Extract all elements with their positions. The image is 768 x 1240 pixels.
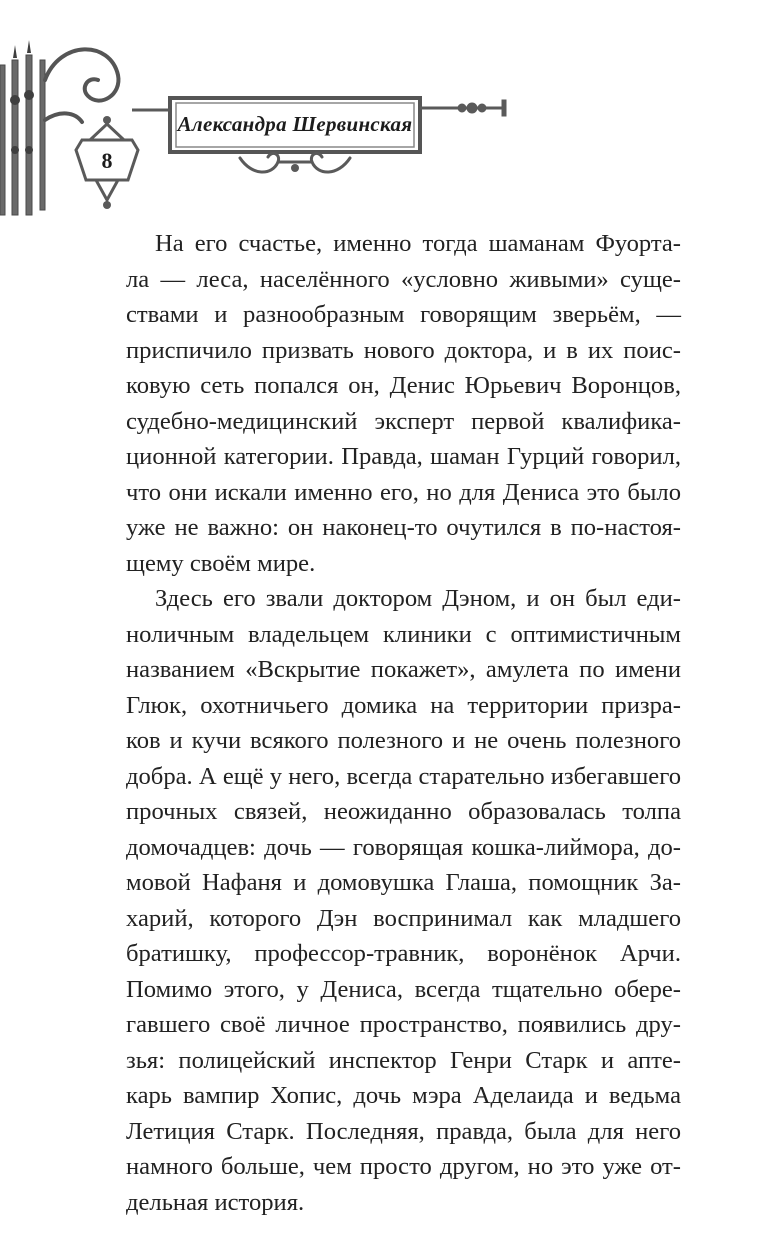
- text-line: щему своём мире.: [126, 549, 316, 577]
- text-line: братишку, профессор-травник, воронёнок Арчи.: [126, 940, 681, 967]
- left-bars-ornament: [0, 55, 45, 215]
- text-line: харий, которого Дэн воспринимал как младшего: [126, 904, 681, 932]
- text-line: домочадцев: дочь — говорящая кошка-лиймора, до-: [126, 833, 681, 861]
- text-line: ционной категории. Правда, шаман Гурций говорил,: [126, 443, 681, 470]
- text-line: дельная история.: [126, 1188, 305, 1216]
- page-number: 8: [101, 148, 113, 173]
- text-line: Глюк, охотничьего домика на территории призра-: [126, 691, 681, 719]
- scroll-ornament: [45, 49, 118, 122]
- text-line: намного больше, чем просто другом, но это уже от-: [126, 1153, 681, 1180]
- text-line: ствами и разнообразным говорящим зверьём, —: [126, 301, 681, 328]
- text-line: прочных связей, неожиданно образовалась толпа: [126, 798, 681, 825]
- text-line: ноличным владельцем клиники с оптимистичным: [126, 620, 681, 648]
- text-line: Здесь его звали доктором Дэном, и он был еди-: [155, 585, 681, 612]
- text-line: мовой Нафаня и домовушка Глаша, помощник За-: [126, 869, 681, 896]
- text-line: ла — леса, населённого «условно живыми» суще-: [126, 265, 681, 293]
- swirl-ornament: [240, 153, 350, 172]
- right-arm-ornament: [420, 100, 506, 116]
- text-line: Летиция Старк. Последняя, правда, была для него: [126, 1117, 681, 1145]
- text-line: что они искали именно его, но для Дениса это было: [126, 478, 681, 506]
- text-line: судебно-медицинский эксперт первой квалифика-: [126, 407, 681, 435]
- body-text: [126, 226, 681, 1220]
- text-line: карь вампир Хопис, дочь мэра Аделаида и ведьма: [126, 1082, 681, 1109]
- paragraph-2: [126, 581, 681, 1220]
- text-line: приспичило призвать нового доктора, и в их поис-: [126, 336, 681, 364]
- text-line: ковую сеть попался он, Денис Юрьевич Воронцов,: [126, 372, 681, 399]
- text-line: гавшего своё личное пространство, появились дру-: [126, 1011, 681, 1038]
- text-line: названием «Вскрытие покажет», амулета по имени: [126, 656, 681, 683]
- paragraph-1: [126, 226, 681, 581]
- running-header-author: Александра Шервинская: [177, 112, 413, 136]
- text-line: уже не важно: он наконец-то очутился в по-настоя-: [126, 514, 681, 541]
- text-line: ков и кучи всякого полезного и не очень полезного: [126, 727, 681, 754]
- text-line: добра. А ещё у него, всегда старательно избегавшего: [126, 762, 681, 790]
- text-line: На его счастье, именно тогда шаманам Фуорта-: [155, 230, 681, 257]
- text-line: Помимо этого, у Дениса, всегда тщательно обере-: [126, 975, 681, 1003]
- text-line: зья: полицейский инспектор Генри Старк и апте-: [126, 1046, 681, 1074]
